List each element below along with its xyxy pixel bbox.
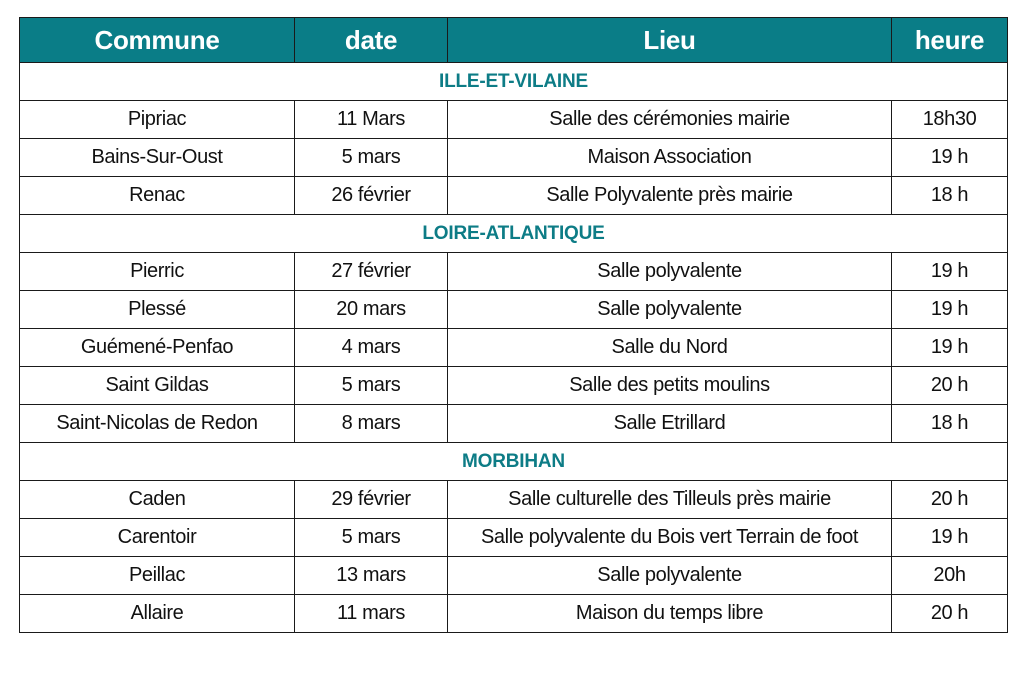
cell-lieu: Salle polyvalente (448, 291, 892, 329)
cell-commune: Peillac (20, 557, 295, 595)
cell-heure: 19 h (892, 291, 1008, 329)
region-row (20, 215, 1008, 253)
cell-date: 20 mars (295, 291, 448, 329)
table-row (20, 595, 1008, 633)
cell-lieu: Salle du Nord (448, 329, 892, 367)
cell-date: 29 février (295, 481, 448, 519)
region-morbihan: MORBIHAN (20, 443, 1008, 481)
cell-lieu: Salle Etrillard (448, 405, 892, 443)
cell-date: 13 mars (295, 557, 448, 595)
header-heure: heure (892, 18, 1008, 63)
table-row (20, 557, 1008, 595)
table-row (20, 177, 1008, 215)
header-row (20, 18, 1008, 63)
cell-commune: Renac (20, 177, 295, 215)
table-row (20, 367, 1008, 405)
cell-lieu: Salle polyvalente (448, 253, 892, 291)
cell-date: 11 mars (295, 595, 448, 633)
cell-commune: Saint Gildas (20, 367, 295, 405)
region-loire-atlantique: LOIRE-ATLANTIQUE (20, 215, 1008, 253)
cell-lieu: Salle des cérémonies mairie (448, 101, 892, 139)
cell-lieu: Salle polyvalente (448, 557, 892, 595)
cell-commune: Pipriac (20, 101, 295, 139)
table-row (20, 405, 1008, 443)
cell-commune: Bains-Sur-Oust (20, 139, 295, 177)
cell-lieu: Maison Association (448, 139, 892, 177)
table-row (20, 481, 1008, 519)
cell-heure: 20 h (892, 595, 1008, 633)
cell-heure: 19 h (892, 139, 1008, 177)
region-ille-et-vilaine: ILLE-ET-VILAINE (20, 63, 1008, 101)
cell-commune: Plessé (20, 291, 295, 329)
cell-heure: 18 h (892, 405, 1008, 443)
header-commune: Commune (20, 18, 295, 63)
cell-commune: Caden (20, 481, 295, 519)
table-row (20, 139, 1008, 177)
meetings-table (19, 17, 1008, 633)
cell-lieu: Salle polyvalente du Bois vert Terrain de foot (448, 519, 892, 557)
cell-commune: Carentoir (20, 519, 295, 557)
table-row (20, 101, 1008, 139)
table-row (20, 291, 1008, 329)
cell-commune: Allaire (20, 595, 295, 633)
table-row (20, 329, 1008, 367)
cell-date: 5 mars (295, 519, 448, 557)
cell-heure: 19 h (892, 519, 1008, 557)
cell-commune: Saint-Nicolas de Redon (20, 405, 295, 443)
cell-commune: Pierric (20, 253, 295, 291)
cell-date: 5 mars (295, 139, 448, 177)
table-row (20, 253, 1008, 291)
cell-date: 26 février (295, 177, 448, 215)
header-date: date (295, 18, 448, 63)
cell-date: 11 Mars (295, 101, 448, 139)
cell-date: 27 février (295, 253, 448, 291)
cell-lieu: Salle culturelle des Tilleuls près mairie (448, 481, 892, 519)
cell-heure: 20 h (892, 481, 1008, 519)
cell-heure: 18 h (892, 177, 1008, 215)
cell-heure: 20 h (892, 367, 1008, 405)
region-row (20, 443, 1008, 481)
cell-date: 4 mars (295, 329, 448, 367)
cell-date: 8 mars (295, 405, 448, 443)
cell-lieu: Salle Polyvalente près mairie (448, 177, 892, 215)
header-lieu: Lieu (448, 18, 892, 63)
cell-heure: 19 h (892, 253, 1008, 291)
region-row (20, 63, 1008, 101)
cell-heure: 19 h (892, 329, 1008, 367)
table-row (20, 519, 1008, 557)
cell-date: 5 mars (295, 367, 448, 405)
cell-lieu: Salle des petits moulins (448, 367, 892, 405)
cell-commune: Guémené-Penfao (20, 329, 295, 367)
cell-heure: 18h30 (892, 101, 1008, 139)
cell-heure: 20h (892, 557, 1008, 595)
cell-lieu: Maison du temps libre (448, 595, 892, 633)
